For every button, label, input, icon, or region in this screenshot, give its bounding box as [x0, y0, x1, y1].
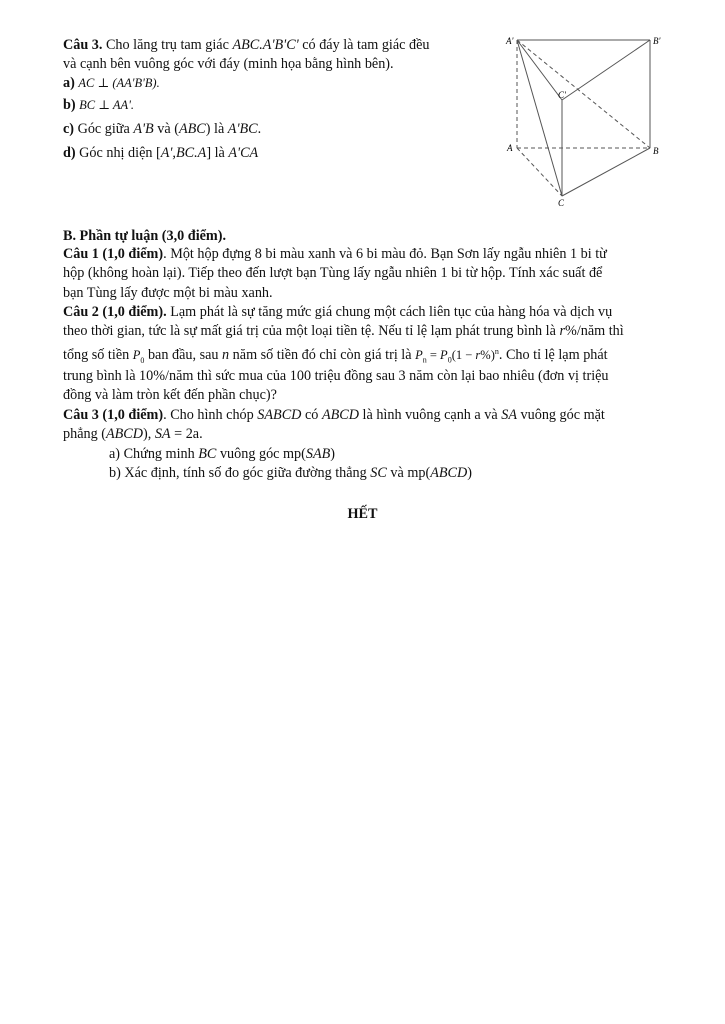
diag-a1b [517, 40, 650, 148]
label-b1: B' [653, 36, 661, 46]
q3-option-a: a) AC ⊥ (AA'B'B). [63, 75, 160, 91]
b-q2-line3: tổng số tiền $P_0$ ban đầu, sau n năm số tiền đó chỉ còn giá trị là $P_n = P_0(1 - r\%)^n$. Cho tỉ lệ lạm phát [63, 347, 608, 365]
label-c: C [558, 198, 565, 208]
edge-a1c1 [517, 40, 562, 100]
label-a1: A' [506, 36, 514, 46]
b-q3-part-a: a) Chứng minh BC vuông góc mp(SAB) [109, 446, 336, 462]
label-a: A [507, 143, 513, 153]
b-q1-label: Câu 1 (1,0 điểm) [63, 246, 164, 262]
b-q2-line2: theo thời gian, tức là sự mất giá trị của một loại tiền tệ. Nếu tỉ lệ lạm phát trung bình là r%/năm thì [63, 323, 624, 339]
b-q2-line4: trung bình là 10%/năm thì sức mua của 100 triệu đồng sau 3 năm còn lại bao nhiêu (đơn vị triệu [63, 368, 609, 384]
diag-a1c [517, 40, 562, 196]
part-b-heading: B. Phần tự luận (3,0 điểm). [63, 228, 227, 244]
label-b: B [653, 146, 659, 156]
edge-cb [562, 148, 650, 196]
b-q1-line2: hộp (không hoàn lại). Tiếp theo đến lượt bạn Tùng lấy ngẫu nhiên 1 bi từ hộp. Tính xác suất để [63, 265, 603, 281]
edge-c1b1 [562, 40, 650, 100]
b-q2-label: Câu 2 (1,0 điểm). [63, 304, 167, 320]
b-q3-line2: phẳng (ABCD), SA = 2a. [63, 426, 203, 442]
q3-line2: và cạnh bên vuông góc với đáy (minh họa bằng hình bên). [63, 56, 394, 72]
b-q2-line5: đồng và làm tròn kết đến phần chục)? [63, 387, 277, 403]
q3-option-c: c) Góc giữa A'B và (ABC) là A'BC. [63, 121, 262, 137]
label-c1: C' [558, 90, 566, 100]
end-marker: HẾT [347, 506, 378, 522]
q3-option-b: b) BC ⊥ AA'. [63, 97, 134, 113]
b-q2-line1: Câu 2 (1,0 điểm). Lạm phát là sự tăng mức giá chung một cách liên tục của hàng hóa và dịch vụ [63, 304, 613, 320]
b-q1-line1: Câu 1 (1,0 điểm). Một hộp đựng 8 bi màu xanh và 6 bi màu đỏ. Bạn Sơn lấy ngẫu nhiên 1 bi từ [63, 246, 607, 262]
b-q3-line1: Câu 3 (1,0 điểm). Cho hình chóp SABCD có ABCD là hình vuông cạnh a và SA vuông góc mặt [63, 407, 605, 423]
q3-option-d: d) Góc nhị diện [A',BC.A] là A'CA [63, 145, 259, 161]
prism-figure [500, 28, 670, 210]
b-q3-part-b: b) Xác định, tính số đo góc giữa đường thẳng SC và mp(ABCD) [109, 465, 472, 481]
q3-line1: Câu 3. Cho lăng trụ tam giác ABC.A'B'C' có đáy là tam giác đều [63, 37, 430, 53]
b-q3-label: Câu 3 (1,0 điểm) [63, 407, 164, 423]
b-q1-line3: bạn Tùng lấy được một bi màu xanh. [63, 285, 273, 301]
q3-label: Câu 3. [63, 37, 103, 53]
inflation-formula: $P_n = P_0(1 - r\%)^n$ [415, 347, 499, 365]
